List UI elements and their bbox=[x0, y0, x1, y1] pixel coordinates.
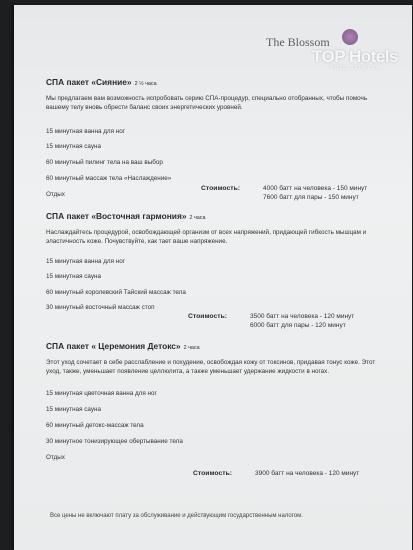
package-name: СПА пакет «Восточная гармония» bbox=[46, 211, 187, 221]
watermark-logo: TOP Hotels bbox=[311, 47, 398, 66]
package-description: Мы предлагаем вам возможность испробовать серию СПА-процедур, специально отобранных, чтобы помочь вашему телу вновь обрести баланс своих энергетических уровней. bbox=[46, 95, 368, 112]
package-title bbox=[46, 77, 157, 87]
package-title bbox=[46, 341, 200, 351]
price-label: Стоимость: bbox=[188, 313, 228, 320]
package-name: СПА пакет « Церемония Детокс» bbox=[46, 341, 181, 351]
package-description: Наслаждайтесь процедурой, освобождающей организм от всех напряжений, придающей гибкость мышцам и эластичность коже. Почувствуйте, как тает ваше напряжение. bbox=[46, 229, 367, 246]
list-item: 30 минутное тонизирующее обертывание тела bbox=[46, 438, 183, 445]
price-line: 3500 батт на человека - 120 минут bbox=[250, 313, 355, 320]
list-item: 15 минутная ванна для ног bbox=[46, 258, 126, 265]
menu-sheet bbox=[14, 5, 412, 550]
list-item: 15 минутная сауна bbox=[46, 273, 101, 280]
brand-logo: The Blossom bbox=[266, 35, 330, 49]
list-item: 15 минутная цветочная ванна для ног bbox=[46, 390, 157, 397]
package-duration: 2 часа bbox=[189, 215, 206, 221]
list-item: Отдых bbox=[46, 191, 65, 198]
watermark bbox=[310, 49, 400, 72]
price-line: 7600 батт для пары - 150 минут bbox=[263, 194, 359, 201]
package-description: Этот уход сочетает в себе расслабление и похудение, освобождая кожу от токсинов, придавая тонус коже. Этот уход, также, уменьшает появление целлюлита, а также уменьшает удержание жидкости в ногах. bbox=[46, 359, 376, 376]
list-item: 60 минутный детокс-массаж тела bbox=[46, 422, 144, 429]
price-line: 6000 батт для пары - 120 минут bbox=[250, 322, 346, 329]
list-item: Отдых bbox=[46, 454, 65, 461]
package-duration: 2 ½ часа bbox=[134, 81, 157, 87]
price-label: Стоимость: bbox=[201, 185, 241, 192]
list-item: 15 минутная сауна bbox=[46, 143, 101, 150]
price-line: 4000 батт на человека - 150 минут bbox=[263, 185, 368, 192]
price-label: Стоимость: bbox=[193, 470, 233, 477]
list-item: 15 минутная сауна bbox=[46, 406, 101, 413]
list-item: 60 минутный массаж тела «Наслаждение» bbox=[46, 175, 172, 182]
list-item: 15 минутная ванна для ног bbox=[46, 128, 126, 135]
list-item: 60 минутный королевский Тайский массаж тела bbox=[46, 289, 186, 296]
list-item: 30 минутный восточный массаж стоп bbox=[46, 304, 155, 311]
footnote: Все цены не включают плату за обслуживание и действующим государственным налогом. bbox=[50, 513, 303, 519]
price-line: 3900 батт на человека - 120 минут bbox=[255, 470, 360, 477]
package-name: СПА пакет «Сияние» bbox=[46, 77, 132, 87]
package-duration: 2 часа bbox=[183, 345, 200, 351]
flower-icon bbox=[342, 29, 358, 45]
package-title bbox=[46, 211, 206, 221]
watermark-subtitle: ФОТО ТУРИСТА bbox=[329, 65, 381, 71]
list-item: 60 минутный пилинг тела на ваш выбор bbox=[46, 159, 163, 166]
